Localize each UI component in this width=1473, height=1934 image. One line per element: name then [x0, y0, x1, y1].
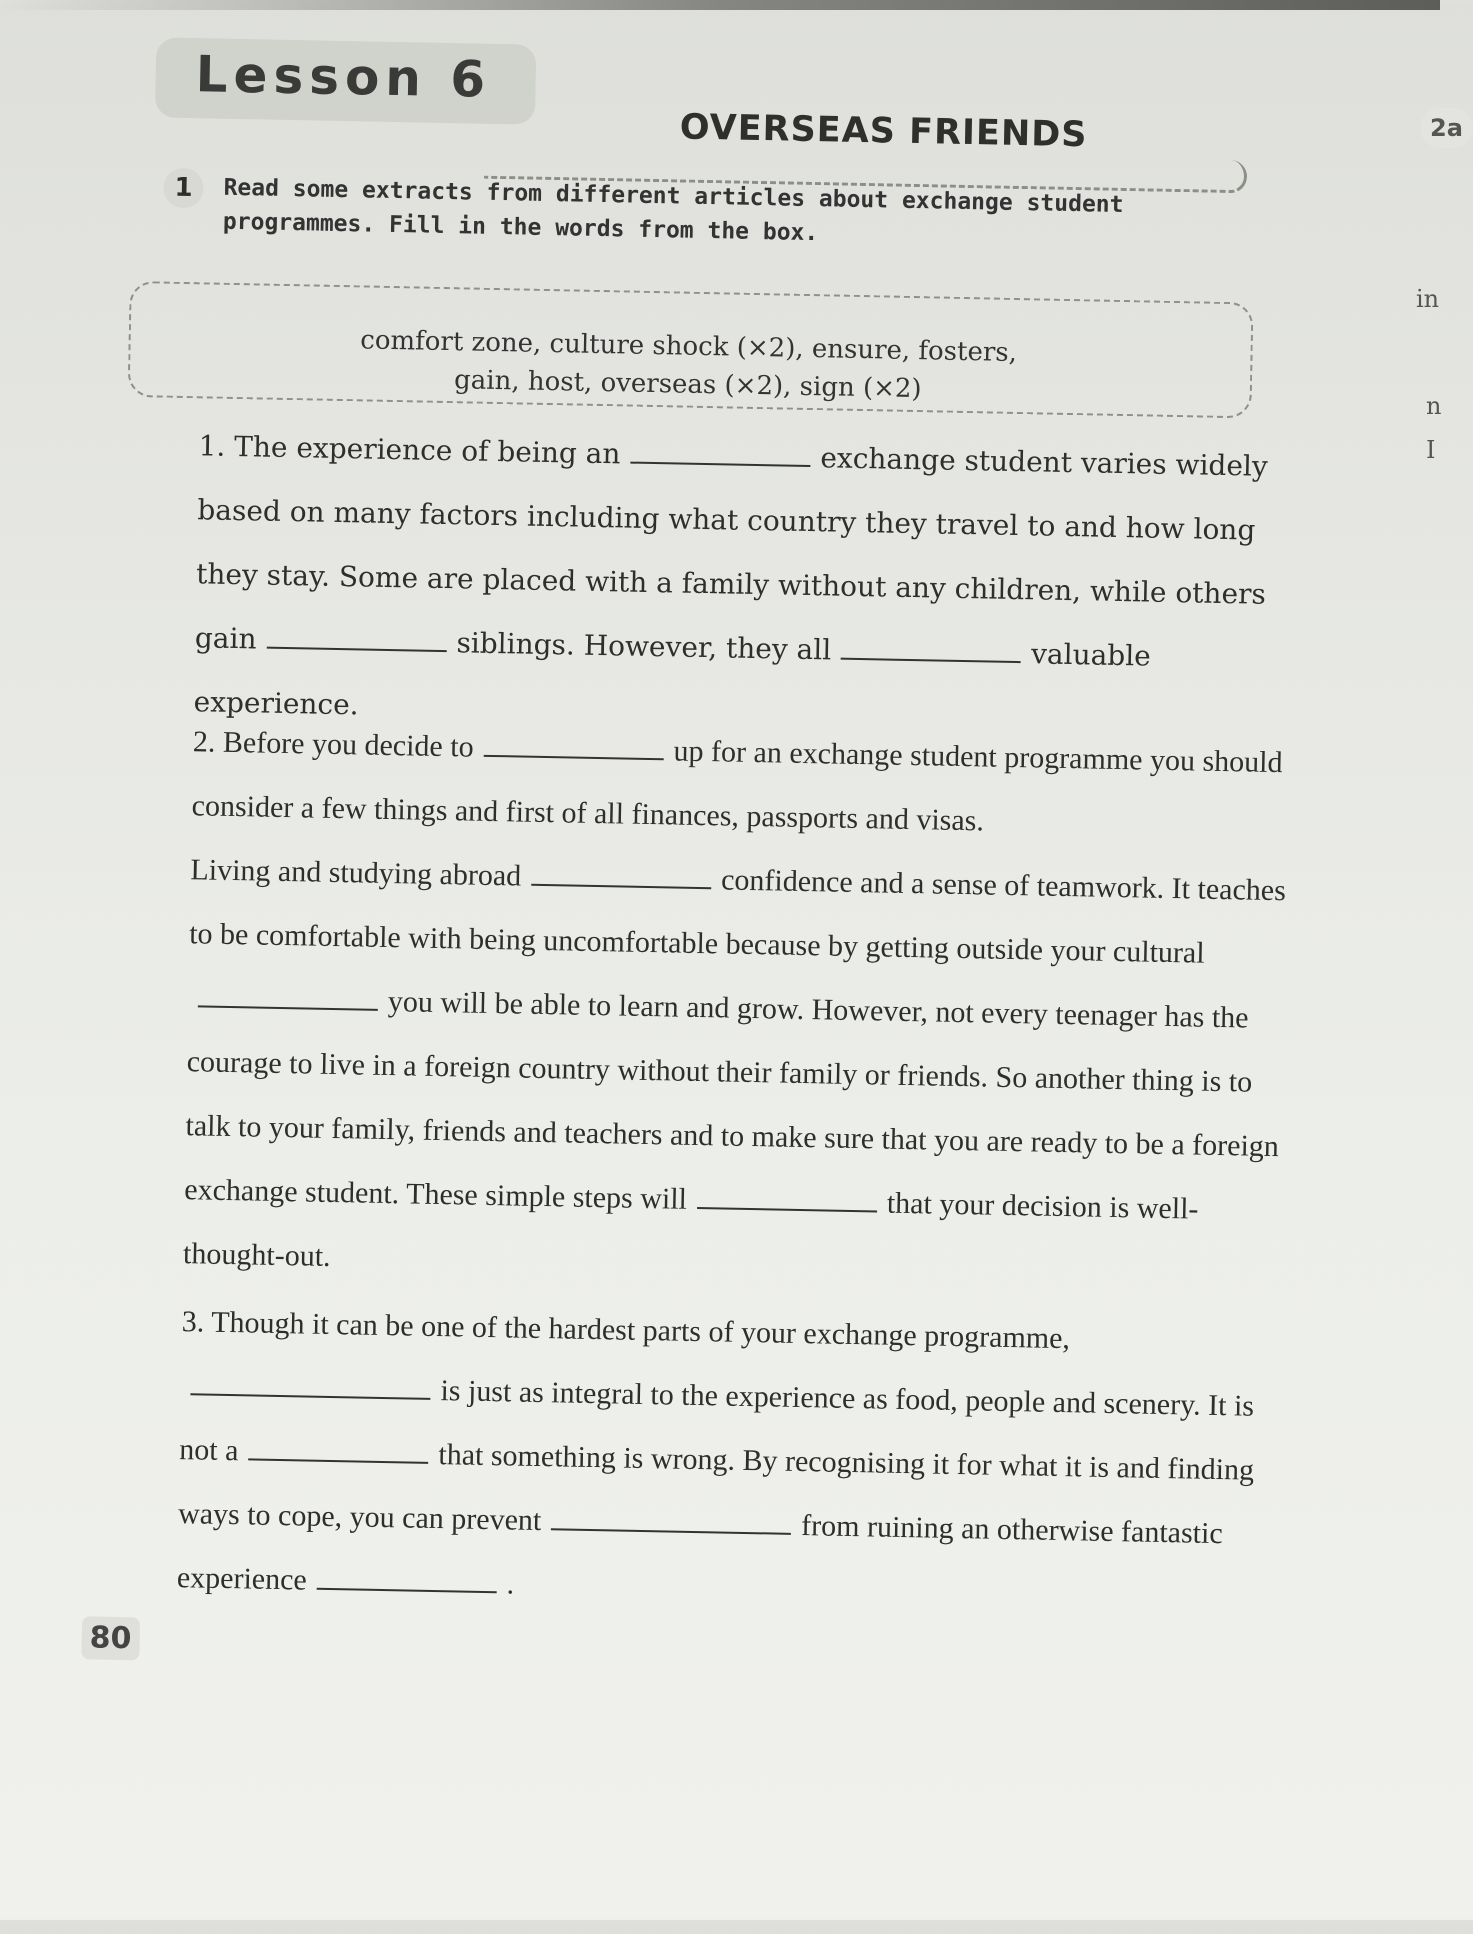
- extract-text: siblings. However, they all: [456, 626, 832, 667]
- answer-blank[interactable]: [266, 647, 446, 652]
- lesson-label: Lesson 6: [195, 45, 492, 109]
- page-title: OVERSEAS FRIENDS: [679, 107, 1088, 156]
- margin-mark: I: [1426, 436, 1436, 464]
- answer-blank[interactable]: [190, 1393, 430, 1400]
- extract-text: up for an exchange student programme you should consider a few things and first of all finances, passports and visas.: [191, 734, 1283, 838]
- next-page-number: 2a: [1420, 108, 1473, 148]
- task-number: 1: [163, 168, 204, 209]
- answer-blank[interactable]: [317, 1588, 497, 1593]
- task-instruction: Read some extracts from different articles about exchange student programmes. Fill in the words from the box.: [222, 174, 1124, 247]
- word-box-line: gain, host, overseas (×2), sign (×2): [453, 365, 922, 405]
- extract-text: confidence and a sense of teamwork. It teaches to be comfortable with being uncomfortable because by getting outside your cultural: [188, 863, 1287, 970]
- extract-2: [73, 708, 1304, 1307]
- answer-blank[interactable]: [697, 1207, 877, 1212]
- extract-text: that something is wrong. By recognising it for what it is and finding ways to cope, you can prevent: [177, 1438, 1255, 1538]
- extract-text: 2. Before you decide to: [192, 725, 474, 764]
- margin-mark: n: [1426, 392, 1442, 420]
- extract-3: [66, 1288, 1292, 1631]
- answer-blank[interactable]: [841, 658, 1021, 663]
- extract-text: 3. Though it can be one of the hardest parts of your exchange programme,: [181, 1305, 1071, 1356]
- extract-text: from ruining an otherwise fantastic experience: [176, 1509, 1224, 1597]
- extract-text: valuable experience.: [193, 637, 1152, 722]
- word-box-line: comfort zone, culture shock (×2), ensure, fosters,: [360, 325, 1018, 368]
- extract-1: [83, 412, 1309, 755]
- extract-text: Living and studying abroad: [190, 853, 522, 893]
- extract-text: you will be able to learn and grow. However, not every teenager has the courage to live in a foreign country without their family or friends. So another thing is to talk to your family, friends and teachers and to make sure that you are ready to be a foreign exchange student. These simple steps will: [184, 985, 1280, 1216]
- page-number: 80: [81, 1616, 140, 1660]
- extract-text: exchange student varies widely based on many factors including what country they travel to and how long they stay. Some are placed with a family without any children, while others gain: [194, 441, 1269, 656]
- extract-text: 1. The experience of being an: [198, 429, 621, 471]
- answer-blank[interactable]: [551, 1528, 791, 1535]
- margin-mark: in: [1416, 285, 1440, 313]
- extract-text: is just as integral to the experience as food, people and scenery. It is not a: [179, 1374, 1255, 1468]
- answer-blank[interactable]: [630, 462, 810, 467]
- answer-blank[interactable]: [483, 755, 663, 760]
- answer-blank[interactable]: [198, 1005, 378, 1010]
- extract-text: .: [506, 1567, 515, 1601]
- answer-blank[interactable]: [248, 1458, 428, 1463]
- answer-blank[interactable]: [531, 884, 711, 889]
- extract-text: that your decision is well-thought-out.: [182, 1186, 1199, 1273]
